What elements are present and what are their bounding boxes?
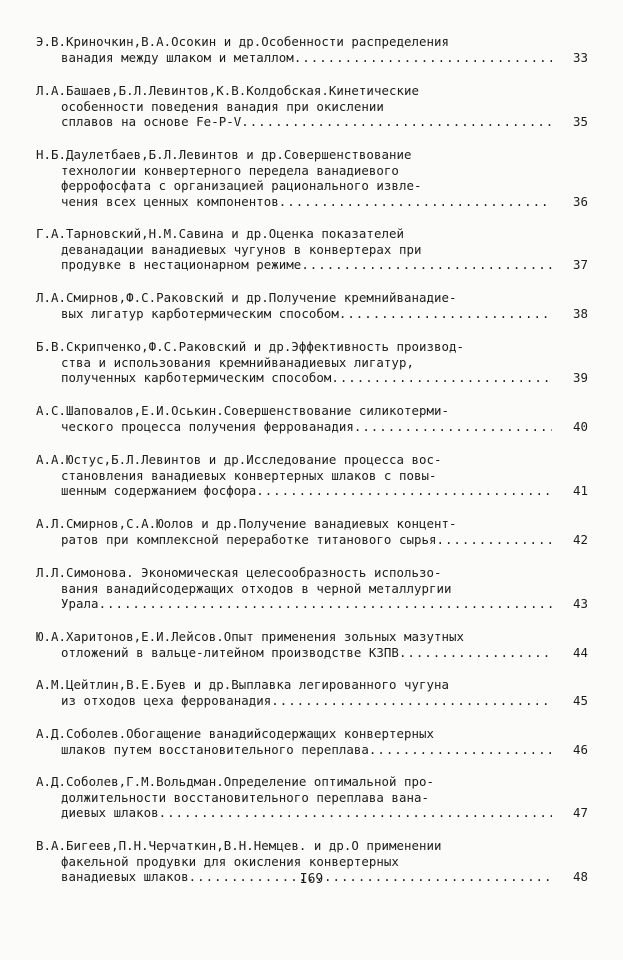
toc-page-number: 41	[572, 483, 588, 498]
toc-entry-last-line	[36, 532, 588, 548]
page-number: I69	[299, 872, 324, 887]
toc-entry-text: Урала	[61, 596, 99, 611]
toc-entry-last-line	[36, 306, 588, 322]
toc-entry-text: А.М.Цейтлин,В.Е.Буев и др.Выплавка легированного чугуна	[36, 677, 450, 692]
toc-page-number: 33	[572, 49, 588, 65]
toc-page-number: 39	[572, 370, 588, 385]
toc-page-number: 43	[572, 596, 588, 611]
toc-entry	[36, 726, 588, 757]
toc-entry	[36, 565, 588, 612]
dot-leader	[159, 805, 552, 821]
dot-leader	[301, 257, 552, 273]
toc-entry-text: Г.А.Тарновский,Н.М.Савина и др.Оценка показателей	[36, 226, 404, 241]
toc-page-number: 45	[572, 692, 588, 708]
toc-entry	[36, 677, 588, 708]
toc-entry-text: Н.Б.Даулетбаев,Б.Л.Левинтов и др.Совершенствование	[36, 147, 412, 162]
toc-entry-text: шлаков путем восстановительного переплава	[61, 741, 369, 757]
dot-leader	[399, 645, 552, 661]
toc-entry-last-line	[36, 742, 588, 758]
toc-page-number: 42	[572, 531, 588, 547]
toc-entry-text: ванадия между шлаком и металлом	[61, 49, 294, 65]
toc-entry-text: феррофосфата с организацией рационального извле-	[61, 178, 422, 193]
toc-entry-text: технологии конвертерного передела ванадиевого	[61, 162, 399, 178]
dot-leader	[437, 532, 553, 548]
toc-entry-last-line	[36, 693, 588, 709]
toc-entry-text: вания ванадийсодержащих отходов в черной металлургии	[61, 580, 452, 596]
toc-entry	[36, 34, 588, 65]
toc-page-number: 47	[572, 805, 588, 820]
dot-leader	[339, 306, 552, 322]
dot-leader	[294, 50, 552, 66]
toc-entry-text: Л.Л.Симонова. Экономическая целесообразность использо-	[36, 565, 442, 580]
toc-page-number: 37	[572, 257, 588, 272]
toc-entry-last-line	[36, 645, 588, 661]
toc-entry	[36, 83, 588, 130]
toc-entry	[36, 226, 588, 273]
toc-entry-text: В.А.Бигеев,П.Н.Черчаткин,В.Н.Немцев. и др.О применении	[36, 838, 442, 853]
dot-leader	[331, 370, 552, 386]
dot-leader	[369, 742, 552, 758]
toc-entry-last-line	[36, 370, 588, 386]
dot-leader	[279, 194, 552, 210]
toc-entry-last-line	[36, 194, 588, 210]
toc-entry-text: А.С.Шаповалов,Е.И.Оськин.Совершенствование силикотерми-	[36, 403, 450, 418]
toc-entry-text: А.Л.Смирнов,С.А.Юолов и др.Получение ванадиевых концент-	[36, 516, 457, 531]
toc-entry-text: деванадации ванадиевых чугунов в конвертерах при	[61, 241, 422, 257]
toc-entry-text: А.Д.Соболев.Обогащение ванадийсодержащих конвертерных	[36, 726, 435, 741]
toc-entry-text: становления ванадиевых конвертерных шлаков с повы-	[61, 467, 437, 483]
toc-entry-last-line	[36, 114, 588, 130]
toc-page-number: 48	[572, 869, 588, 884]
toc-entry-text: чения всех ценных компонентов	[61, 193, 279, 209]
dot-leader	[271, 693, 552, 709]
toc-page-number: 44	[572, 644, 588, 660]
toc-entry	[36, 774, 588, 821]
toc-entry	[36, 452, 588, 499]
toc-entry-text: ческого процесса получения феррованадия	[61, 418, 354, 434]
toc-entry-last-line	[36, 483, 588, 499]
toc-entry-text: должительности восстановительного переплава вана-	[61, 789, 429, 805]
toc-entry-text: А.А.Юстус,Б.Л.Левинтов и др.Исследование процесса вос-	[36, 452, 442, 467]
toc-page-number: 36	[572, 193, 588, 209]
toc-entry	[36, 339, 588, 386]
toc-entry-text: Л.А.Башаев,Б.Л.Левинтов,К.В.Колдобская.Кинетические	[36, 83, 419, 98]
toc-page-number: 38	[572, 305, 588, 321]
toc-entry-text: продувке в нестационарном режиме	[61, 257, 302, 272]
toc-page-number: 35	[572, 114, 588, 129]
toc-entry-last-line	[36, 805, 588, 821]
dot-leader	[99, 596, 552, 612]
toc-page-number: 46	[572, 741, 588, 757]
toc-page-number: 40	[572, 418, 588, 434]
toc-entry-text: отложений в вальце-литейном производстве КЗПВ	[61, 644, 399, 660]
toc-entry	[36, 516, 588, 547]
dot-leader	[354, 419, 552, 435]
toc-entry-text: сплавов на основе Fe-P-V	[61, 114, 242, 129]
toc-entry	[36, 403, 588, 434]
toc-entry	[36, 629, 588, 660]
toc-entry-text: ства и использования кремнийванадиевых лигатур,	[61, 354, 414, 370]
toc-entry-last-line	[36, 596, 588, 612]
toc-entry-text: полученных карботермическим способом	[61, 370, 332, 385]
dot-leader	[256, 483, 552, 499]
toc-entry-text: Б.В.Скрипченко,Ф.С.Раковский и др.Эффективность производ-	[36, 339, 465, 354]
toc-entry	[36, 147, 588, 209]
toc-entry-text: из отходов цеха феррованадия	[61, 692, 272, 708]
toc-entry-text: особенности поведения ванадия при окислении	[61, 98, 384, 114]
dot-leader	[241, 114, 552, 130]
toc-entry-text: ванадиевых шлаков	[61, 869, 189, 884]
toc-entry-text: шенным содержанием фосфора	[61, 483, 257, 498]
toc-entry-text: факельной продувки для окисления конвертерных	[61, 853, 399, 869]
toc-entry-text: Ю.А.Харитонов,Е.И.Лейсов.Опыт применения зольных мазутных	[36, 629, 465, 644]
toc-entry	[36, 290, 588, 321]
toc-entry-text: диевых шлаков	[61, 805, 159, 820]
toc-entry-text: Э.В.Криночкин,В.А.Осокин и др.Особенности распределения	[36, 34, 450, 49]
toc-entry-text: А.Д.Соболев,Г.М.Вольдман.Определение оптимальной про-	[36, 774, 435, 789]
toc-entry-text: вых лигатур карботермическим способом	[61, 305, 339, 321]
toc-entry-text: Л.А.Смирнов,Ф.С.Раковский и др.Получение кремнийванадие-	[36, 290, 457, 305]
toc-entry-last-line	[36, 257, 588, 273]
toc-entry-last-line	[36, 419, 588, 435]
toc-entry-text: ратов при комплексной переработке титанового сырья	[61, 531, 437, 547]
toc-entry-last-line	[36, 50, 588, 66]
